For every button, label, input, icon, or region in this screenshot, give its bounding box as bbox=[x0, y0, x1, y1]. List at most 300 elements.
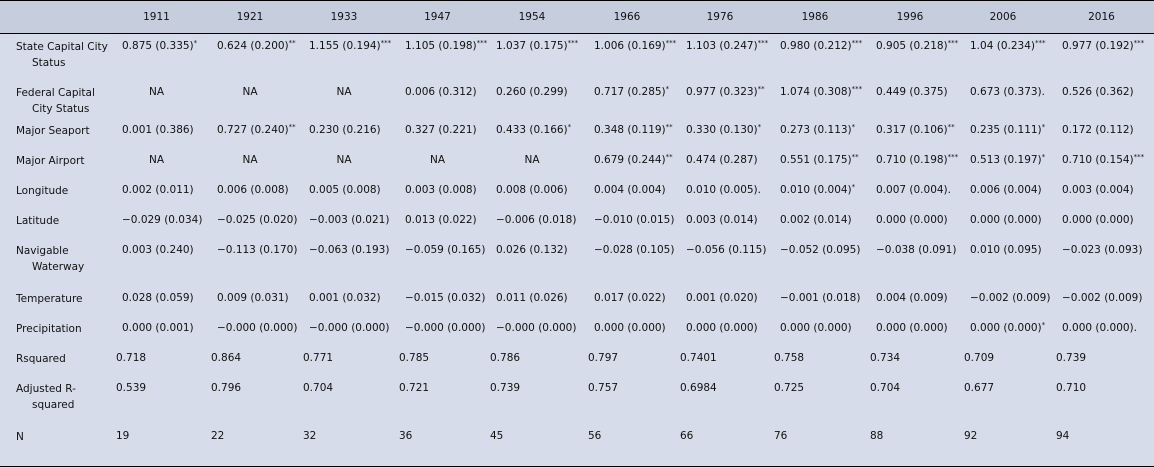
cell-value: −0.052 (0.095) bbox=[780, 243, 861, 256]
significance-stars: ** bbox=[947, 122, 955, 131]
significance-stars: ** bbox=[665, 122, 673, 131]
cell-value: −0.000 (0.000) bbox=[496, 321, 577, 334]
table-cell bbox=[863, 208, 957, 238]
table-cell bbox=[392, 376, 483, 424]
table-cell bbox=[581, 148, 673, 178]
cell-value: 0.786 bbox=[490, 351, 521, 364]
cell-value: 0.005 (0.008) bbox=[309, 183, 381, 196]
cell-value: 0.004 (0.004) bbox=[594, 183, 666, 196]
significance-stars: * bbox=[665, 84, 670, 93]
cell-value: NA bbox=[242, 85, 258, 98]
table-cell bbox=[204, 34, 296, 80]
table-cell bbox=[581, 376, 673, 424]
cell-value: 1.04 (0.234) bbox=[970, 40, 1035, 52]
cell-value: 0.003 (0.008) bbox=[405, 183, 477, 196]
table-cell bbox=[296, 316, 392, 346]
table-header bbox=[0, 1, 1154, 34]
table-cell bbox=[863, 238, 957, 286]
table-cell bbox=[673, 346, 767, 376]
significance-stars: *** bbox=[665, 39, 677, 47]
table-cell bbox=[767, 80, 863, 118]
cell-value: 0.513 (0.197) bbox=[970, 153, 1042, 166]
column-header-1996: 1996 bbox=[896, 11, 924, 23]
significance-stars: ** bbox=[665, 152, 673, 161]
cell-value: −0.059 (0.165) bbox=[405, 243, 486, 256]
cell-value: 0.551 (0.175) bbox=[780, 153, 852, 166]
table-cell bbox=[109, 80, 204, 118]
table-cell bbox=[392, 34, 488, 80]
row-label-line: Rsquared bbox=[16, 352, 66, 365]
cell-value: 0.785 bbox=[399, 351, 430, 364]
table-row bbox=[0, 316, 1154, 346]
cell-value: 0.704 bbox=[303, 381, 334, 394]
row-label bbox=[0, 208, 109, 238]
cell-value: 0.718 bbox=[116, 351, 147, 364]
cell-value: 0.013 (0.022) bbox=[405, 213, 477, 226]
row-label-line: squared bbox=[32, 398, 75, 411]
table-cell bbox=[863, 346, 957, 376]
table-cell bbox=[581, 316, 673, 346]
significance-stars: *** bbox=[947, 152, 959, 161]
cell-value: 0.474 (0.287) bbox=[686, 153, 758, 166]
table-cell bbox=[581, 208, 673, 238]
cell-value: −0.038 (0.091) bbox=[876, 243, 957, 256]
table-cell bbox=[957, 346, 1049, 376]
table-cell bbox=[863, 118, 957, 148]
table-cell bbox=[204, 376, 296, 424]
cell-value: 0.000 (0.000) bbox=[876, 213, 948, 226]
significance-stars: *** bbox=[1034, 39, 1046, 47]
table-cell bbox=[581, 346, 673, 376]
table-cell bbox=[1049, 376, 1154, 424]
cell-value: 0.797 bbox=[588, 351, 619, 364]
table-cell bbox=[863, 80, 957, 118]
cell-value: 66 bbox=[680, 429, 694, 442]
table-cell bbox=[767, 118, 863, 148]
table-cell bbox=[109, 346, 204, 376]
table-cell bbox=[109, 208, 204, 238]
table-cell bbox=[296, 34, 392, 80]
cell-value: 0.905 (0.218) bbox=[876, 40, 948, 52]
table-cell bbox=[767, 286, 863, 316]
table-cell bbox=[109, 148, 204, 178]
table-cell bbox=[581, 80, 673, 118]
significance-stars: *** bbox=[851, 39, 863, 47]
cell-value: −0.000 (0.000) bbox=[405, 321, 486, 334]
table-cell bbox=[296, 80, 392, 118]
cell-value: 0.677 bbox=[964, 381, 995, 394]
table-cell bbox=[483, 316, 581, 346]
cell-value: 1.037 (0.175) bbox=[496, 40, 568, 52]
table-cell bbox=[1049, 346, 1154, 376]
column-header-1966: 1966 bbox=[613, 11, 641, 23]
table-row bbox=[0, 286, 1154, 316]
cell-value: 0.011 (0.026) bbox=[496, 291, 568, 304]
cell-value: 0.002 (0.011) bbox=[122, 183, 194, 196]
cell-value: 1.103 (0.247) bbox=[686, 40, 758, 52]
table-cell bbox=[392, 80, 483, 118]
table-cell bbox=[581, 34, 677, 80]
cell-value: 0.009 (0.031) bbox=[217, 291, 289, 304]
cell-value: 0.734 bbox=[870, 351, 901, 364]
cell-value: 0.771 bbox=[303, 351, 334, 364]
table-cell bbox=[957, 80, 1049, 118]
cell-value: 0.001 (0.032) bbox=[309, 291, 381, 304]
column-header-1911: 1911 bbox=[143, 11, 170, 23]
table-cell bbox=[392, 208, 483, 238]
table-cell bbox=[204, 148, 296, 178]
row-label bbox=[0, 80, 109, 118]
table-cell bbox=[483, 424, 581, 452]
table-cell bbox=[109, 316, 204, 346]
significance-stars: * bbox=[851, 182, 856, 191]
table-cell bbox=[957, 34, 1049, 80]
cell-value: 0.757 bbox=[588, 381, 619, 394]
cell-value: −0.006 (0.018) bbox=[496, 213, 577, 226]
cell-value: −0.025 (0.020) bbox=[217, 213, 298, 226]
cell-value: 0.710 bbox=[1056, 381, 1087, 394]
table-cell bbox=[392, 238, 486, 286]
cell-value: 0.721 bbox=[399, 381, 430, 394]
table-row bbox=[0, 376, 1154, 424]
cell-value: 0.704 bbox=[870, 381, 901, 394]
table-cell bbox=[767, 208, 863, 238]
cell-value: 0.010 (0.005). bbox=[686, 183, 761, 196]
table-cell bbox=[673, 80, 767, 118]
table-row bbox=[0, 346, 1154, 376]
row-label-line: Adjusted R- bbox=[16, 382, 76, 395]
table-cell bbox=[296, 346, 392, 376]
row-label-line: Federal Capital bbox=[16, 86, 95, 99]
row-label bbox=[0, 286, 109, 316]
significance-stars: * bbox=[851, 122, 856, 131]
column-header-1976: 1976 bbox=[706, 11, 734, 23]
cell-value: 0.317 (0.106) bbox=[876, 123, 948, 136]
cell-value: 0.330 (0.130) bbox=[686, 123, 758, 136]
cell-value: 0.624 (0.200) bbox=[217, 40, 289, 52]
table-cell bbox=[767, 316, 863, 346]
bottom-rule bbox=[0, 466, 1154, 467]
cell-value: 0.739 bbox=[490, 381, 521, 394]
table-cell bbox=[957, 148, 1049, 178]
cell-value: 0.003 (0.004) bbox=[1062, 183, 1134, 196]
row-label-line: N bbox=[16, 430, 24, 443]
table-cell bbox=[109, 34, 204, 80]
column-header-1921: 1921 bbox=[236, 11, 264, 23]
cell-value: −0.003 (0.021) bbox=[309, 213, 390, 226]
table-cell bbox=[204, 208, 296, 238]
cell-value: 0.725 bbox=[774, 381, 805, 394]
cell-value: 0.449 (0.375) bbox=[876, 85, 948, 98]
significance-stars: *** bbox=[757, 39, 769, 47]
cell-value: 1.155 (0.194) bbox=[309, 40, 381, 52]
significance-stars: * bbox=[567, 122, 572, 131]
table-row bbox=[0, 118, 1154, 148]
cell-value: −0.010 (0.015) bbox=[594, 213, 675, 226]
table-cell bbox=[581, 286, 673, 316]
significance-stars: ** bbox=[288, 122, 296, 131]
significance-stars: * bbox=[1041, 152, 1046, 161]
table-cell bbox=[673, 34, 767, 80]
cell-value: 0.679 (0.244) bbox=[594, 153, 666, 166]
table-cell bbox=[392, 148, 483, 178]
table-cell bbox=[863, 178, 957, 208]
cell-value: 56 bbox=[588, 429, 602, 442]
table-cell bbox=[483, 286, 581, 316]
row-label-line: Status bbox=[32, 57, 66, 69]
cell-value: 88 bbox=[870, 429, 884, 442]
table-cell bbox=[483, 238, 581, 286]
table-cell bbox=[673, 316, 767, 346]
significance-stars: *** bbox=[476, 39, 488, 47]
cell-value: 0.710 (0.198) bbox=[876, 153, 948, 166]
cell-value: 0.260 (0.299) bbox=[496, 85, 568, 98]
cell-value: −0.001 (0.018) bbox=[780, 291, 861, 304]
significance-stars: *** bbox=[380, 39, 392, 47]
table-cell bbox=[957, 118, 1049, 148]
table-cell bbox=[109, 286, 204, 316]
cell-value: 0.026 (0.132) bbox=[496, 243, 568, 256]
table-cell bbox=[296, 208, 392, 238]
table-cell bbox=[863, 286, 957, 316]
cell-value: 0.235 (0.111) bbox=[970, 123, 1042, 136]
table-cell bbox=[957, 286, 1049, 316]
cell-value: 0.539 bbox=[116, 381, 147, 394]
table-cell bbox=[483, 346, 581, 376]
table-cell bbox=[1049, 178, 1154, 208]
table-cell bbox=[296, 238, 392, 286]
significance-stars: *** bbox=[947, 39, 959, 47]
table-cell bbox=[957, 178, 1049, 208]
significance-stars: *** bbox=[1133, 39, 1145, 47]
row-label-line: Temperature bbox=[16, 292, 83, 305]
cell-value: 0.327 (0.221) bbox=[405, 123, 477, 136]
cell-value: 0.977 (0.192) bbox=[1062, 40, 1134, 52]
row-label-line: State Capital City bbox=[16, 41, 108, 53]
cell-value: NA bbox=[242, 153, 258, 166]
cell-value: −0.029 (0.034) bbox=[122, 213, 203, 226]
cell-value: 76 bbox=[774, 429, 788, 442]
cell-value: NA bbox=[429, 153, 446, 166]
cell-value: 0.017 (0.022) bbox=[594, 291, 666, 304]
cell-value: 0.003 (0.014) bbox=[686, 213, 758, 226]
row-label bbox=[0, 346, 109, 376]
table-row bbox=[0, 424, 1154, 452]
significance-stars: *** bbox=[567, 39, 579, 47]
row-label-line: Precipitation bbox=[16, 322, 82, 335]
cell-value: 0.000 (0.000) bbox=[876, 321, 948, 334]
table-cell bbox=[483, 178, 581, 208]
table-cell bbox=[109, 376, 204, 424]
table-cell bbox=[863, 316, 957, 346]
column-header-1933: 1933 bbox=[330, 11, 358, 23]
table-cell bbox=[767, 424, 863, 452]
cell-value: 0.000 (0.000) bbox=[594, 321, 666, 334]
table-cell bbox=[673, 118, 767, 148]
table-cell bbox=[957, 238, 1049, 286]
table-cell bbox=[483, 208, 581, 238]
cell-value: 0.717 (0.285) bbox=[594, 85, 666, 98]
cell-value: 94 bbox=[1056, 429, 1070, 442]
table-cell bbox=[767, 178, 863, 208]
significance-stars: *** bbox=[1133, 152, 1145, 161]
row-label-line: Major Seaport bbox=[16, 124, 90, 137]
table-cell bbox=[581, 424, 673, 452]
table-cell bbox=[204, 80, 296, 118]
table-cell bbox=[1049, 316, 1154, 346]
cell-value: −0.113 (0.170) bbox=[217, 243, 298, 256]
table-cell bbox=[767, 34, 863, 80]
cell-value: 0.6984 bbox=[680, 381, 717, 394]
table-cell bbox=[581, 178, 673, 208]
cell-value: −0.028 (0.105) bbox=[594, 243, 675, 256]
cell-value: 0.006 (0.312) bbox=[405, 85, 477, 98]
cell-value: 0.172 (0.112) bbox=[1062, 123, 1134, 136]
significance-stars: * bbox=[1041, 320, 1046, 329]
cell-value: 0.000 (0.000) bbox=[970, 321, 1042, 334]
row-label-line: Longitude bbox=[16, 184, 69, 197]
table-cell bbox=[767, 346, 863, 376]
cell-value: 0.273 (0.113) bbox=[780, 123, 852, 136]
cell-value: 0.526 (0.362) bbox=[1062, 85, 1134, 98]
table-cell bbox=[1049, 208, 1154, 238]
column-header-1947: 1947 bbox=[424, 11, 451, 23]
table-cell bbox=[767, 238, 863, 286]
cell-value: 0.003 (0.240) bbox=[122, 243, 194, 256]
table-row bbox=[0, 178, 1154, 208]
table-cell bbox=[483, 376, 581, 424]
cell-value: 0.000 (0.000). bbox=[1062, 321, 1137, 334]
table-cell bbox=[296, 286, 392, 316]
cell-value: 0.000 (0.000) bbox=[780, 321, 852, 334]
significance-stars: ** bbox=[757, 84, 765, 93]
cell-value: −0.015 (0.032) bbox=[405, 291, 486, 304]
cell-value: 1.006 (0.169) bbox=[594, 40, 666, 52]
header-corner-cell bbox=[0, 1, 109, 34]
table-cell bbox=[1049, 238, 1154, 286]
cell-value: −0.000 (0.000) bbox=[217, 321, 298, 334]
column-header-2006: 2006 bbox=[989, 11, 1017, 23]
cell-value: 0.7401 bbox=[680, 351, 717, 364]
table-cell bbox=[1049, 286, 1154, 316]
cell-value: −0.000 (0.000) bbox=[309, 321, 390, 334]
row-label-line: Latitude bbox=[16, 214, 60, 227]
table-row bbox=[0, 208, 1154, 238]
cell-value: 0.727 (0.240) bbox=[217, 123, 289, 136]
cell-value: 0.006 (0.004) bbox=[970, 183, 1042, 196]
cell-value: 1.105 (0.198) bbox=[405, 40, 477, 52]
table-cell bbox=[581, 238, 673, 286]
column-header-1986: 1986 bbox=[801, 11, 829, 23]
cell-value: NA bbox=[148, 85, 165, 98]
table-cell bbox=[392, 118, 483, 148]
cell-value: 0.002 (0.014) bbox=[780, 213, 852, 226]
table-cell bbox=[1049, 424, 1154, 452]
cell-value: 0.000 (0.000) bbox=[970, 213, 1042, 226]
cell-value: 0.010 (0.095) bbox=[970, 243, 1042, 256]
cell-value: 0.709 bbox=[964, 351, 995, 364]
table-row bbox=[0, 238, 1154, 286]
table-cell bbox=[863, 376, 957, 424]
table-cell bbox=[109, 178, 204, 208]
cell-value: −0.002 (0.009) bbox=[1062, 291, 1143, 304]
row-label bbox=[0, 178, 109, 208]
cell-value: 36 bbox=[399, 429, 413, 442]
cell-value: 0.230 (0.216) bbox=[309, 123, 381, 136]
cell-value: 0.006 (0.008) bbox=[217, 183, 289, 196]
cell-value: 0.710 (0.154) bbox=[1062, 153, 1134, 166]
table-cell bbox=[673, 148, 767, 178]
cell-value: −0.002 (0.009) bbox=[970, 291, 1051, 304]
row-label-line: Waterway bbox=[32, 260, 85, 273]
cell-value: 0.010 (0.004) bbox=[780, 183, 852, 196]
row-label-line: Navigable bbox=[16, 244, 69, 257]
table-cell bbox=[863, 424, 957, 452]
table-cell bbox=[296, 376, 392, 424]
cell-value: 0.000 (0.000) bbox=[1062, 213, 1134, 226]
row-label-line: Major Airport bbox=[16, 154, 85, 167]
table-cell bbox=[863, 148, 957, 178]
table-cell bbox=[392, 346, 483, 376]
table-cell bbox=[392, 286, 486, 316]
cell-value: −0.056 (0.115) bbox=[686, 243, 767, 256]
table-cell bbox=[483, 118, 581, 148]
cell-value: NA bbox=[148, 153, 165, 166]
row-label bbox=[0, 316, 109, 346]
table-cell bbox=[392, 178, 483, 208]
table-cell bbox=[957, 208, 1049, 238]
row-label bbox=[0, 238, 109, 286]
cell-value: 0.007 (0.004). bbox=[876, 183, 951, 196]
table-cell bbox=[204, 286, 296, 316]
table-cell bbox=[204, 346, 296, 376]
table-cell bbox=[483, 34, 581, 80]
table-cell bbox=[673, 286, 767, 316]
cell-value: −0.023 (0.093) bbox=[1062, 243, 1143, 256]
cell-value: NA bbox=[336, 85, 352, 98]
table-cell bbox=[957, 424, 1049, 452]
table-cell bbox=[767, 376, 863, 424]
table-cell bbox=[673, 424, 767, 452]
header-row bbox=[0, 1, 1154, 34]
significance-stars: * bbox=[193, 39, 198, 47]
table-cell bbox=[1049, 118, 1154, 148]
significance-stars: ** bbox=[288, 39, 296, 47]
table-cell bbox=[483, 148, 581, 178]
cell-value: 0.673 (0.373). bbox=[970, 85, 1045, 98]
table-cell bbox=[392, 424, 483, 452]
row-label bbox=[0, 118, 109, 148]
table-cell bbox=[109, 424, 204, 452]
cell-value: 0.028 (0.059) bbox=[122, 291, 194, 304]
table-cell bbox=[204, 316, 296, 346]
table-cell bbox=[863, 34, 957, 80]
table-cell bbox=[1049, 80, 1154, 118]
cell-value: 0.980 (0.212) bbox=[780, 40, 852, 52]
cell-value: 0.977 (0.323) bbox=[686, 85, 758, 98]
significance-stars: * bbox=[1041, 122, 1046, 131]
cell-value: 0.739 bbox=[1056, 351, 1087, 364]
cell-value: 45 bbox=[490, 429, 504, 442]
table-cell bbox=[673, 376, 767, 424]
table-row bbox=[0, 80, 1154, 118]
table-cell bbox=[1049, 148, 1154, 178]
table-cell bbox=[392, 316, 486, 346]
cell-value: NA bbox=[336, 153, 352, 166]
table-cell bbox=[483, 80, 581, 118]
cell-value: 0.875 (0.335) bbox=[122, 40, 194, 52]
table-cell bbox=[296, 424, 392, 452]
